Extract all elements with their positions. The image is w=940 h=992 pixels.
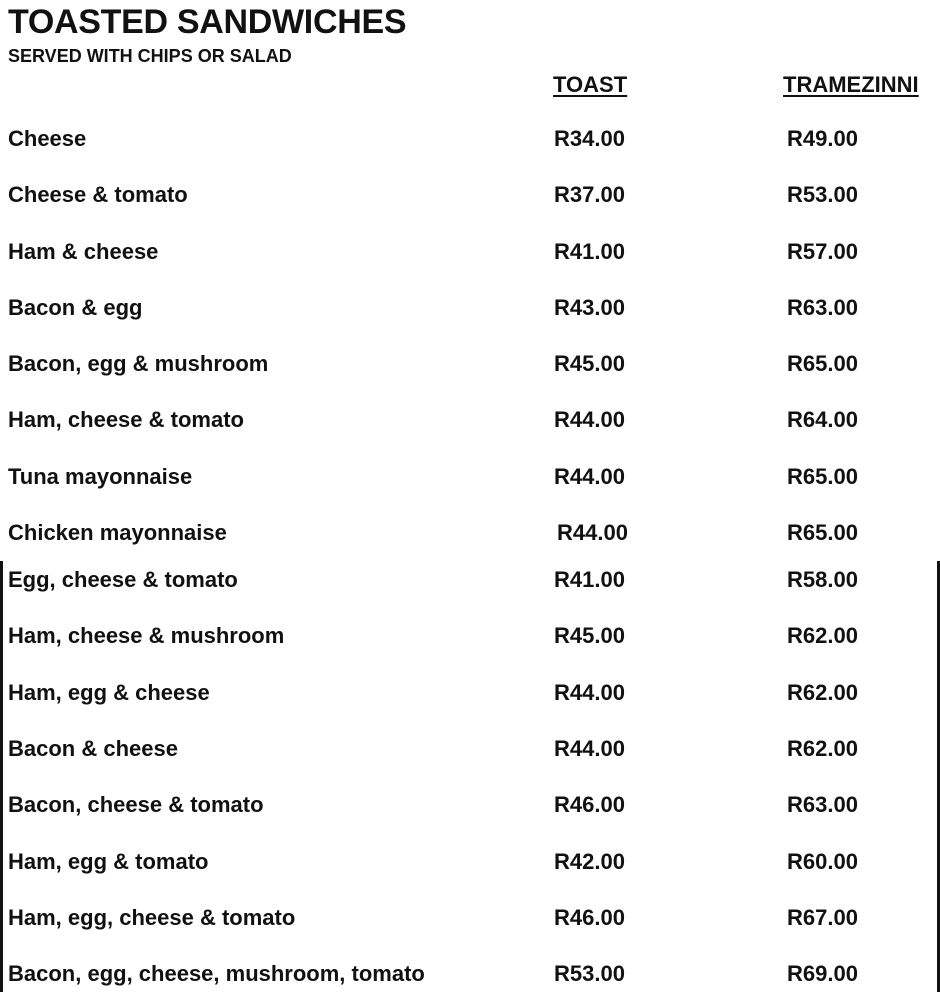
tramezinni-price: R64.00 [787,407,858,432]
item-name: Bacon & egg [8,295,143,320]
item-name: Tuna mayonnaise [8,464,193,489]
item-name: Chicken mayonnaise [8,520,227,545]
tramezinni-price: R63.00 [787,295,858,320]
menu-item [0,565,940,595]
tramezinni-price: R53.00 [787,182,858,207]
menu-item [0,903,940,933]
frame-border-left [0,561,3,992]
item-name: Cheese & tomato [8,182,188,207]
item-name: Ham, cheese & tomato [8,407,244,432]
menu-item [0,790,940,820]
tramezinni-price: R69.00 [787,961,858,986]
menu-item [0,293,940,323]
toast-price: R44.00 [554,464,625,489]
menu-item [0,959,940,989]
tramezinni-price: R65.00 [787,520,858,545]
menu-item [0,349,940,379]
toast-price: R44.00 [554,736,625,761]
item-name: Ham & cheese [8,239,159,264]
menu-item [0,124,940,154]
menu-item [0,180,940,210]
toast-price: R44.00 [557,520,628,545]
toast-price: R45.00 [554,623,625,648]
tramezinni-price: R58.00 [787,567,858,592]
tramezinni-price: R60.00 [787,849,858,874]
menu-item [0,847,940,877]
item-name: Bacon, egg, cheese, mushroom, tomato [8,961,425,986]
tramezinni-price: R57.00 [787,239,858,264]
menu-item [0,734,940,764]
item-name: Ham, cheese & mushroom [8,623,285,648]
menu-item [0,462,940,492]
menu-item [0,678,940,708]
menu-title: TOASTED SANDWICHES [8,3,407,41]
toast-price: R41.00 [554,239,625,264]
tramezinni-price: R67.00 [787,905,858,930]
tramezinni-price: R62.00 [787,680,858,705]
tramezinni-price: R62.00 [787,736,858,761]
column-header-toast: TOAST [553,72,628,97]
toast-price: R34.00 [554,126,625,151]
toast-price: R53.00 [554,961,625,986]
menu-item [0,405,940,435]
tramezinni-price: R65.00 [787,464,858,489]
toast-price: R44.00 [554,407,625,432]
tramezinni-price: R63.00 [787,792,858,817]
menu-item [0,518,940,548]
toast-price: R44.00 [554,680,625,705]
toast-price: R43.00 [554,295,625,320]
toast-price: R41.00 [554,567,625,592]
menu-subtitle: SERVED WITH CHIPS OR SALAD [8,46,292,66]
item-name: Cheese [8,126,87,151]
tramezinni-price: R62.00 [787,623,858,648]
toast-price: R37.00 [554,182,625,207]
toast-price: R46.00 [554,905,625,930]
toast-price: R42.00 [554,849,625,874]
item-name: Ham, egg & cheese [8,680,210,705]
item-name: Bacon & cheese [8,736,178,761]
column-header-tramezinni: TRAMEZINNI [783,72,919,97]
item-name: Ham, egg, cheese & tomato [8,905,296,930]
toast-price: R45.00 [554,351,625,376]
menu-item [0,237,940,267]
item-name: Bacon, cheese & tomato [8,792,264,817]
item-name: Bacon, egg & mushroom [8,351,269,376]
menu-item [0,621,940,651]
toast-price: R46.00 [554,792,625,817]
tramezinni-price: R65.00 [787,351,858,376]
item-name: Egg, cheese & tomato [8,567,238,592]
tramezinni-price: R49.00 [787,126,858,151]
item-name: Ham, egg & tomato [8,849,209,874]
